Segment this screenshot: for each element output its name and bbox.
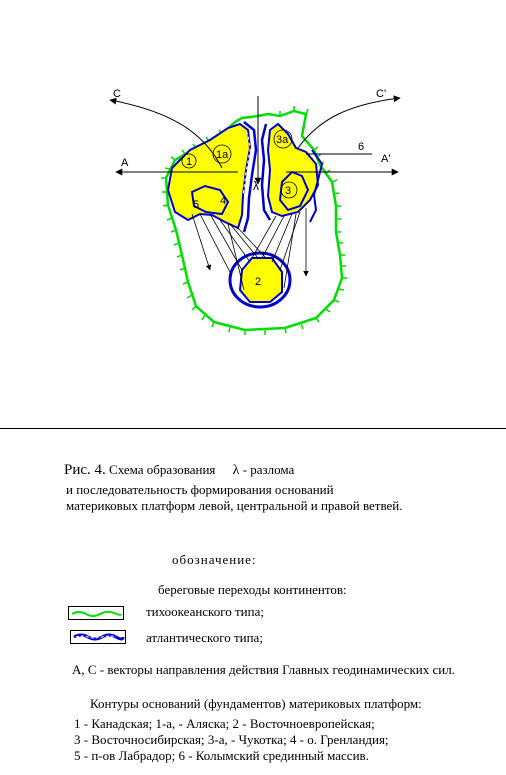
- atlantic-coast-swatch: [70, 630, 126, 644]
- label-lambda: λ: [253, 179, 259, 193]
- legend-items-line-2: 3 - Восточносибирская; 3-а, - Чукотка; 4 - о. Гренландия;: [74, 732, 389, 747]
- caption-fault: - разлома: [242, 462, 295, 477]
- legend-items-line-1: 1 - Канадская; 1-а, - Аляска; 2 - Восточноевропейская;: [74, 716, 375, 731]
- legend-pacific-label: тихоокеанского типа;: [146, 604, 264, 619]
- legend-atlantic-label: атлантического типа;: [146, 630, 263, 645]
- label-3a: 3a: [276, 134, 289, 146]
- label-5: 5: [193, 199, 200, 211]
- caption-title: Схема образования: [109, 462, 216, 477]
- legend-coast-header: береговые переходы континентов:: [158, 582, 347, 597]
- label-3: 3: [285, 185, 292, 197]
- label-1a: 1a: [216, 149, 229, 161]
- legend-title: обозначение:: [172, 552, 257, 567]
- caption-lambda: λ: [232, 463, 240, 478]
- caption-line-2: и последовательность формирования оснований: [66, 482, 334, 497]
- label-4: 4: [220, 195, 227, 207]
- vector-c-prime: [298, 98, 400, 148]
- section-divider: [0, 428, 506, 429]
- legend-contours-header: Контуры оснований (фундаментов) материковых платформ:: [90, 696, 422, 711]
- label-c-prime: C': [376, 88, 387, 100]
- pacific-coast-swatch: [68, 606, 124, 620]
- figure-label: Рис. 4.: [64, 462, 106, 478]
- legend-vectors: A, C - векторы направления действия Главных геодинамических сил.: [72, 662, 455, 677]
- caption-line-1: [64, 462, 294, 479]
- label-2: 2: [255, 276, 262, 288]
- label-a: A: [121, 157, 129, 169]
- label-6: 6: [358, 141, 365, 153]
- label-c: C: [113, 88, 121, 100]
- legend-items-line-3: 5 - п-ов Лабрадор; 6 - Колымский срединный массив.: [74, 748, 369, 763]
- label-a-prime: A': [381, 153, 391, 165]
- label-1: 1: [186, 156, 193, 168]
- caption-line-3: материковых платформ левой, центральной и правой ветвей.: [66, 498, 403, 513]
